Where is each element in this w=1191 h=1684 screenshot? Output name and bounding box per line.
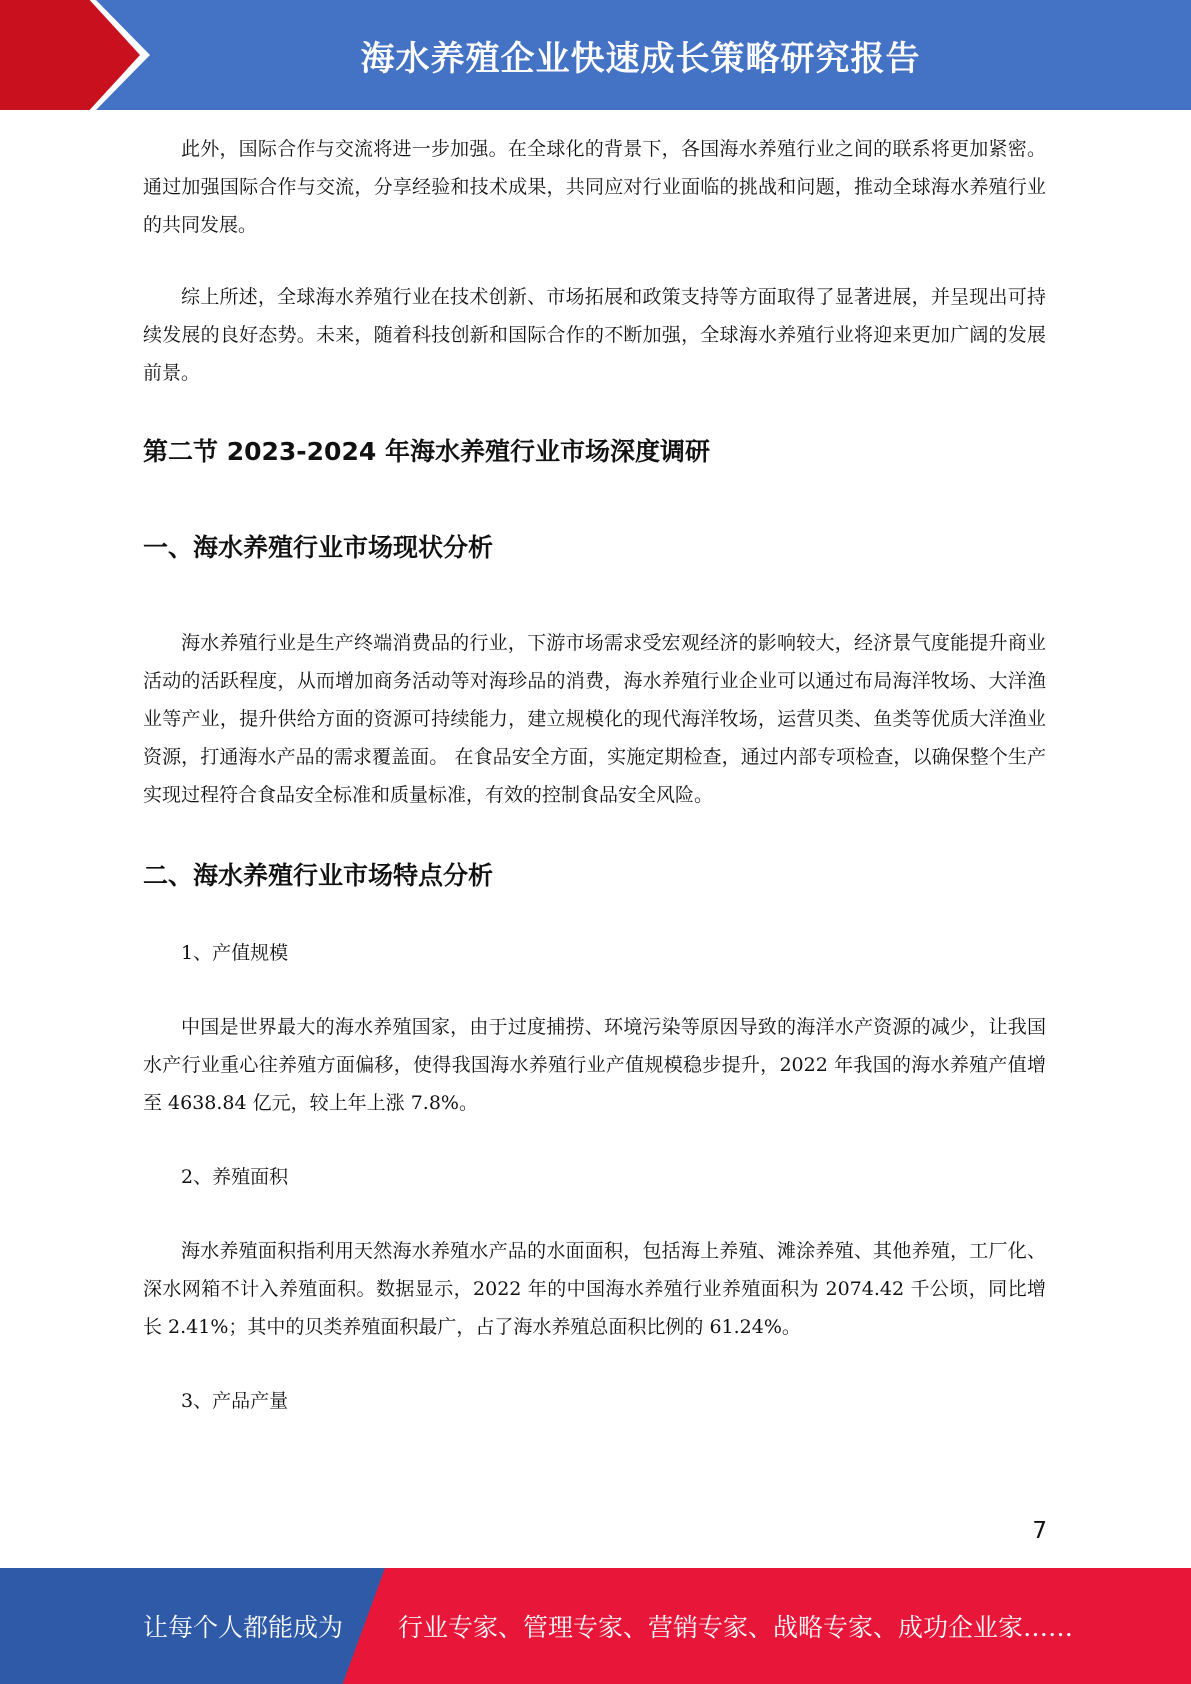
item-label-product-output: 3、产品产量 [181,1390,289,1412]
subsection-heading-market-status: 一、海水养殖行业市场现状分析 [143,533,494,562]
page-header [0,0,1191,110]
paragraph-output-value: 中国是世界最大的海水养殖国家，由于过度捕捞、环境污染等原因导致的海洋水产资源的减少，让我国水产行业重心往养殖方面偏移，使得我国海水养殖行业产值规模稳步提升，2022 年我国的海水养殖产值增至 4638.84 亿元，较上年上涨 7.8%。 [143,1016,1046,1114]
paragraph-summary: 综上所述，全球海水养殖行业在技术创新、市场拓展和政策支持等方面取得了显著进展，并呈现出可持续发展的良好态势。未来，随着科技创新和国际合作的不断加强，全球海水养殖行业将迎来更加广阔的发展前景。 [143,286,1046,384]
page-footer [0,1568,1191,1684]
item-label-breeding-area: 2、养殖面积 [181,1166,289,1188]
section-heading: 第二节 2023-2024 年海水养殖行业市场深度调研 [143,437,710,466]
item-label-output-value: 1、产值规模 [181,942,289,964]
page-content [143,130,1046,1416]
paragraph-market-status: 海水养殖行业是生产终端消费品的行业，下游市场需求受宏观经济的影响较大，经济景气度能提升商业活动的活跃程度，从而增加商务活动等对海珍品的消费，海水养殖行业企业可以通过布局海洋牧场、大洋渔业等产业，提升供给方面的资源可持续能力，建立规模化的现代海洋牧场，运营贝类、鱼类等优质大洋渔业资源，打通海水产品的需求覆盖面。 在食品安全方面，实施定期检查，通过内部专项检查，以确保整个生产实现过程符合食品安全标准和质量标准，有效的控制食品安全风险。 [143,632,1046,806]
report-title: 海水养殖企业快速成长策略研究报告 [360,38,921,79]
footer-slogan-right: 行业专家、管理专家、营销专家、战略专家、成功企业家…… [398,1613,1074,1642]
footer-slogan-left: 让每个人都能成为 [143,1613,344,1642]
paragraph-international-cooperation: 此外，国际合作与交流将进一步加强。在全球化的背景下，各国海水养殖行业之间的联系将更加紧密。通过加强国际合作与交流，分享经验和技术成果，共同应对行业面临的挑战和问题，推动全球海水养殖行业的共同发展。 [143,138,1046,236]
header-arrow-decoration [0,0,140,110]
paragraph-breeding-area: 海水养殖面积指利用天然海水养殖水产品的水面面积，包括海上养殖、滩涂养殖、其他养殖，工厂化、深水网箱不计入养殖面积。数据显示，2022 年的中国海水养殖行业养殖面积为 2074.42 千公顷，同比增长 2.41%；其中的贝类养殖面积最广，占了海水养殖总面积比例的 61.24%。 [143,1240,1046,1338]
page-number: 7 [1032,1518,1047,1544]
subsection-heading-market-characteristics: 二、海水养殖行业市场特点分析 [143,861,494,890]
